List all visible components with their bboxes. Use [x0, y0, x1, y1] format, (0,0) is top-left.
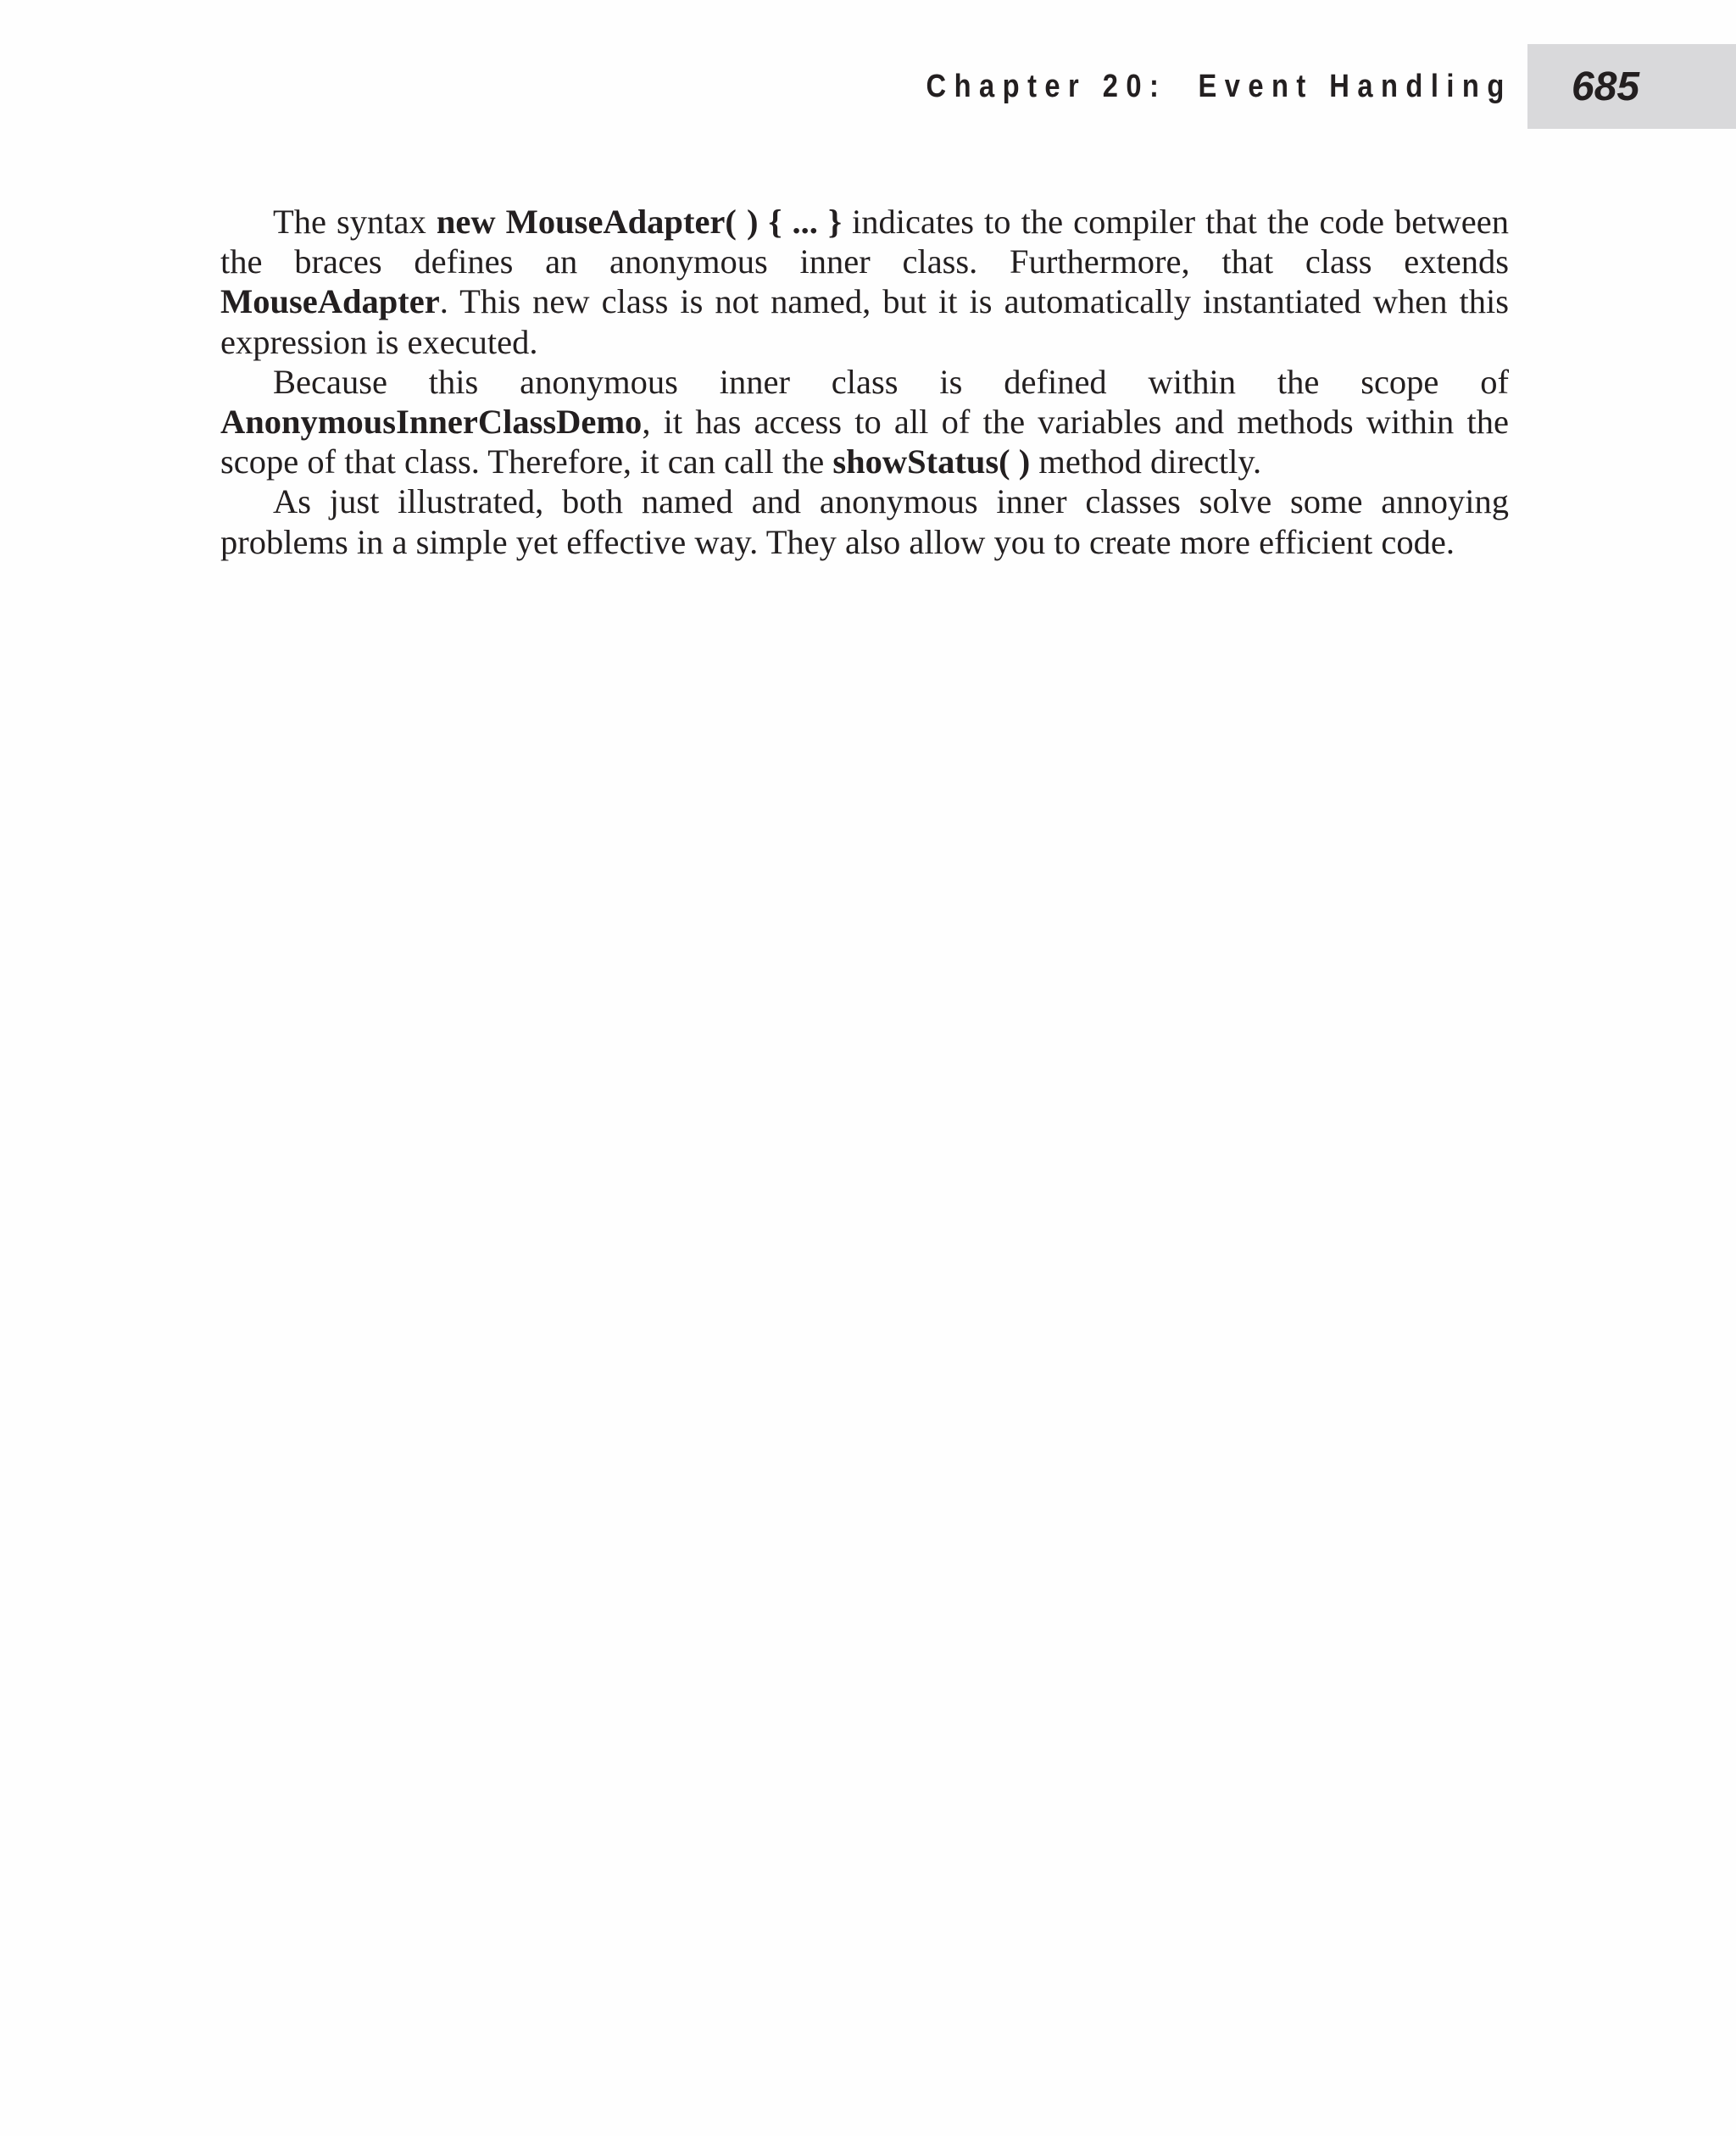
text-run: indicates to the compiler that the code between the braces defines an anonymous inner class. Furthermore, that class extends [220, 203, 1509, 281]
code-term: showStatus( ) [832, 442, 1031, 481]
paragraph-inner-classes-summary [220, 481, 1509, 561]
code-term: new MouseAdapter( ) { ... } [436, 203, 842, 241]
text-run: , it has access to all of the variables and methods within the scope of that class. Therefore, it can call the [220, 403, 1509, 481]
page-number-tab [1527, 44, 1736, 129]
text-run: . This new class is not named, but it is automatically instantiated when this expression is executed. [220, 282, 1509, 361]
paragraph-scope-access [220, 362, 1509, 482]
text-run: Because this anonymous inner class is defined within the scope of [273, 362, 1509, 401]
code-term: MouseAdapter [220, 282, 440, 321]
text-run: The syntax [273, 203, 437, 241]
body-text [220, 202, 1509, 562]
text-run: As just illustrated, both named and anonymous inner classes solve some annoying problems in a simple yet effective way. They also allow you to create more efficient code. [220, 482, 1509, 561]
text-run: method directly. [1030, 442, 1262, 481]
code-term: AnonymousInnerClassDemo [220, 403, 643, 442]
running-head [831, 44, 1736, 129]
chapter-title: Chapter 20: Event Handling [926, 68, 1512, 104]
paragraph-mouseadapter-syntax [220, 202, 1509, 362]
page-number: 685 [1572, 64, 1640, 109]
